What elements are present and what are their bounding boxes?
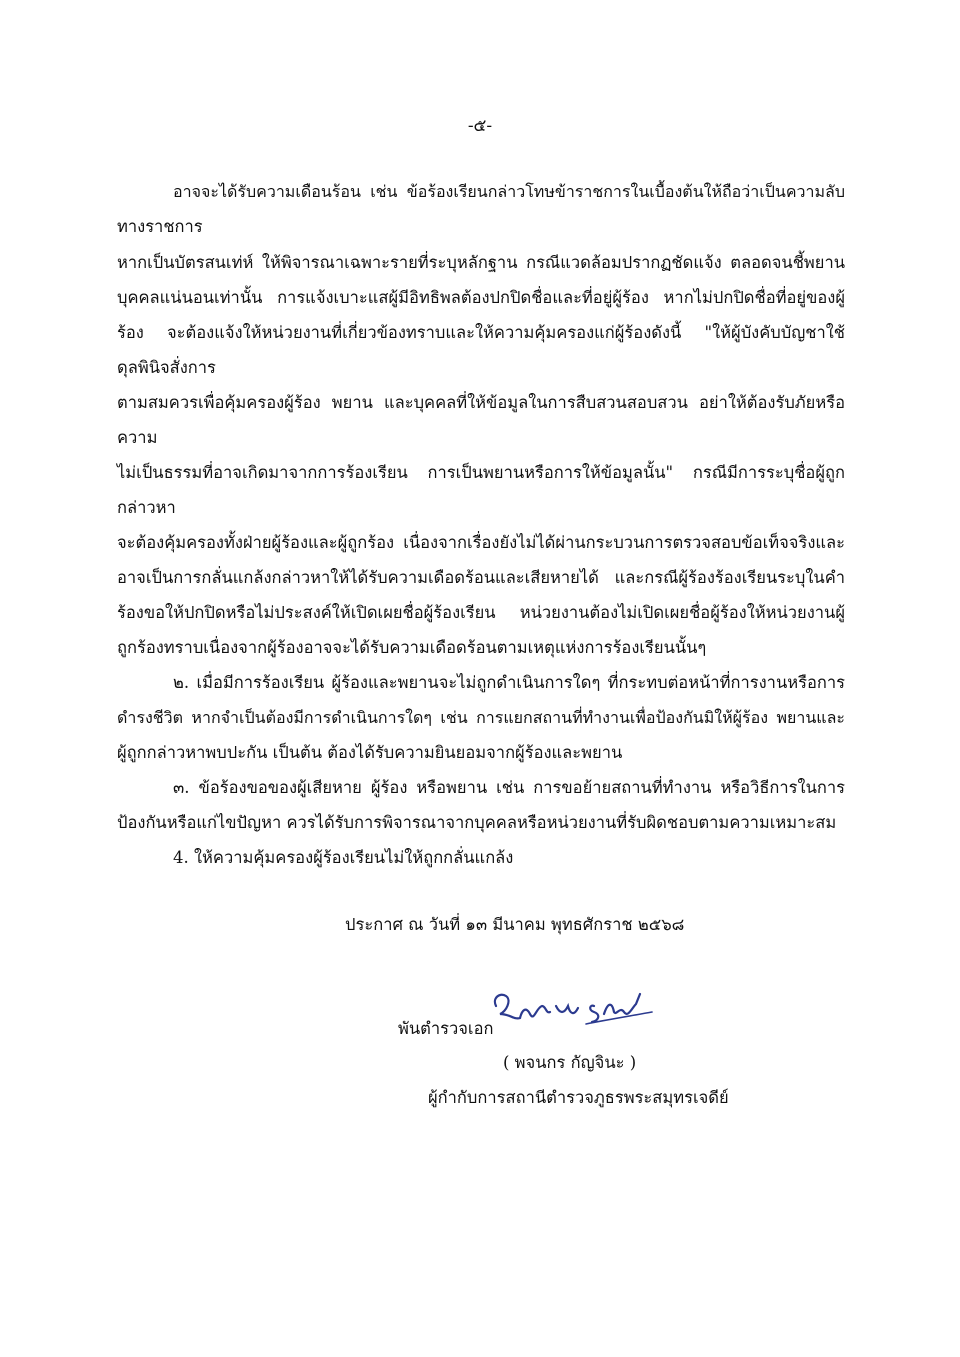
signatory-name: ( พจนกร กัญจินะ ) (503, 1053, 637, 1072)
paragraph-line: ผู้ถูกกล่าวหาพบปะกัน เป็นต้น ต้องได้รับความยินยอมจากผู้ร้องและพยาน (117, 743, 623, 762)
paragraph-line: ความ (117, 428, 158, 447)
paragraph-line: ป้องกันหรือแก่ไขปัญหา ควรได้รับการพิจารณาจากบุคคลหรือหน่วยงานที่รับผิดชอบตามความเหมาะสม (117, 813, 837, 832)
paragraph-line: 4. ให้ความคุ้มครองผู้ร้องเรียนไม่ให้ถูกกลั่นแกล้ง (173, 848, 514, 867)
announcement-date: ประกาศ ณ วันที่ ๑๓ มีนาคม พุทธศักราช ๒๕๖๘ (345, 915, 685, 934)
paragraph-line: ทางราชการ (117, 217, 203, 236)
paragraph-line: บุคคลแน่นอนเท่านั้น การแจ้งเบาะแสผู้มีอิทธิพลต้องปกปิดชื่อและที่อยู่ผู้ร้อง หากไม่ปกปิดชื่อที่อยู่ของผู้ (117, 288, 845, 307)
signatory-position: ผู้กำกับการสถานีตำรวจภูธรพระสมุทรเจดีย์ (428, 1088, 729, 1107)
paragraph-line: ถูกร้องทราบเนื่องจากผู้ร้องอาจจะได้รับความเดือดร้อนตามเหตุแห่งการร้องเรียนนั้นๆ (117, 638, 707, 657)
paragraph-line: ร้อง จะต้องแจ้งให้หน่วยงานที่เกี่ยวข้องทราบและให้ความคุ้มครองแก่ผู้ร้องดังนี้ "ให้ผู้บังคับบัญชาใช้ (117, 323, 845, 342)
paragraph-line: ๒. เมื่อมีการร้องเรียน ผู้ร้องและพยานจะไม่ถูกดำเนินการใดๆ ที่กระทบต่อหน้าที่การงานหรือการ (173, 673, 845, 692)
paragraph-line: ดำรงชีวิต หากจำเป็นต้องมีการดำเนินการใดๆ เช่น การแยกสถานที่ทำงานเพื่อป้องกันมิให้ผู้ร้อง พยานและ (117, 708, 845, 727)
handwritten-signature (490, 984, 660, 1034)
page-number: -๕- (467, 116, 493, 136)
signatory-rank: พันตำรวจเอก (398, 1019, 494, 1038)
paragraph-line: ร้องขอให้ปกปิดหรือไม่ประสงค์ให้เปิดเผยชื่อผู้ร้องเรียน หน่วยงานต้องไม่เปิดเผยชื่อผู้ร้องให้หน่วยงานผู้ (117, 603, 845, 622)
paragraph-line: ดุลพินิจสั่งการ (117, 358, 216, 377)
paragraph-line: อาจจะได้รับความเดือนร้อน เช่น ข้อร้องเรียนกล่าวโทษข้าราชการในเบื้องต้นให้ถือว่าเป็นความลับ (173, 182, 845, 201)
paragraph-line: กล่าวหา (117, 498, 176, 517)
paragraph-line: หากเป็นบัตรสนเท่ห์ ให้พิจารณาเฉพาะรายที่ระบุหลักฐาน กรณีแวดล้อมปรากฏชัดแจ้ง ตลอดจนชี้พยาน (117, 253, 845, 272)
paragraph-line: ๓. ข้อร้องขอของผู้เสียหาย ผู้ร้อง หรือพยาน เช่น การขอย้ายสถานที่ทำงาน หรือวิธีการในการ (173, 778, 845, 797)
paragraph-line: ไม่เป็นธรรมที่อาจเกิดมาจากการร้องเรียน การเป็นพยานหรือการให้ข้อมูลนั้น" กรณีมีการระบุชื่อผู้ถูก (117, 463, 845, 482)
paragraph-line: ตามสมควรเพื่อคุ้มครองผู้ร้อง พยาน และบุคคลที่ให้ข้อมูลในการสืบสวนสอบสวน อย่าให้ต้องรับภัยหรือ (117, 393, 845, 412)
paragraph-line: จะต้องคุ้มครองทั้งฝ่ายผู้ร้องและผู้ถูกร้อง เนื่องจากเรื่องยังไม่ได้ผ่านกระบวนการตรวจสอบข้อเท็จจริงและ (117, 533, 845, 552)
paragraph-line: อาจเป็นการกลั่นแกล้งกล่าวหาให้ได้รับความเดือดร้อนและเสียหายได้ และกรณีผู้ร้องร้องเรียนระบุในคำ (117, 568, 845, 587)
